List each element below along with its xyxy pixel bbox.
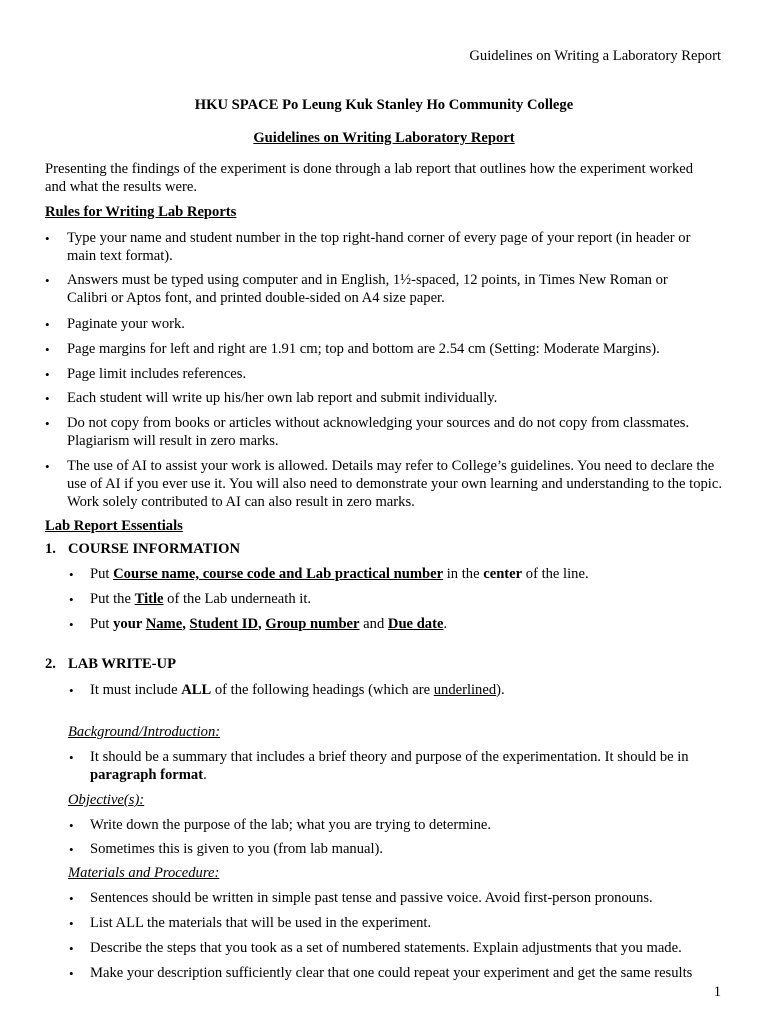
rules-item-2-line-2: Calibri or Aptos font, and printed double-sided on A4 size paper. [67,290,445,306]
section-number-2: 2. [45,656,56,672]
materials-heading: Materials and Procedure: [68,865,220,881]
bullet-icon: • [45,317,50,332]
bullet-icon: • [45,391,50,406]
bullet-icon: • [69,683,74,698]
bullet-icon: • [69,916,74,931]
bullet-icon: • [69,966,74,981]
rules-item-1-line-1: Type your name and student number in the top right-hand corner of every page of your report (in header or [67,230,691,246]
running-header: Guidelines on Writing a Laboratory Report [469,48,721,64]
writeup-heading: LAB WRITE-UP [68,656,176,672]
essentials-heading: Lab Report Essentials [45,518,183,534]
rules-item-8-line-1: The use of AI to assist your work is allowed. Details may refer to College’s guidelines. You need to declare the [67,458,715,474]
rules-item-2-line-1: Answers must be typed using computer and in English, 1½-spaced, 12 points, in Times New Roman or [67,272,668,288]
rules-item-7-line-1: Do not copy from books or articles without acknowledging your sources and do not copy from classmates. [67,415,690,431]
rules-item-5-line-1: Page limit includes references. [67,366,247,382]
rules-item-8-line-2: use of AI if you ever use it. You will also need to demonstrate your own learning and understanding to the topic. [67,476,722,492]
college-name: HKU SPACE Po Leung Kuk Stanley Ho Community College [194,97,574,113]
rules-item-1-line-2: main text format). [67,248,173,264]
course-info-item-1: Put Course name, course code and Lab practical number in the center of the line. [90,566,589,582]
intro-line-1: Presenting the findings of the experiment is done through a lab report that outlines how the experiment worked [45,161,694,177]
objective-heading: Objective(s): [68,792,145,808]
bullet-icon: • [45,416,50,431]
materials-item-4: Make your description sufficiently clear that one could repeat your experiment and get the same results [90,965,693,981]
bullet-icon: • [45,273,50,288]
bullet-icon: • [69,941,74,956]
intro-line-2: and what the results were. [45,179,197,195]
course-info-item-3: Put your Name, Student ID, Group number and Due date. [90,616,448,632]
bullet-icon: • [45,342,50,357]
document-title: Guidelines on Writing Laboratory Report [253,130,515,146]
rules-item-4-line-1: Page margins for left and right are 1.91 cm; top and bottom are 2.54 cm (Setting: Moderate Margins). [67,341,660,357]
background-heading: Background/Introduction: [68,724,221,740]
bullet-icon: • [45,367,50,382]
bullet-icon: • [69,592,74,607]
materials-item-3: Describe the steps that you took as a set of numbered statements. Explain adjustments that you made. [90,940,682,956]
bullet-icon: • [69,567,74,582]
bullet-icon: • [45,231,50,246]
bullet-icon: • [69,842,74,857]
course-info-item-2: Put the Title of the Lab underneath it. [90,591,312,607]
section-number-1: 1. [45,541,56,557]
writeup-item-1: It must include ALL of the following headings (which are underlined). [90,682,505,698]
materials-item-1: Sentences should be written in simple past tense and passive voice. Avoid first-person pronouns. [90,890,653,906]
rules-item-8-line-3: Work solely contributed to AI can also result in zero marks. [67,494,415,510]
bullet-icon: • [69,891,74,906]
rules-item-6-line-1: Each student will write up his/her own lab report and submit individually. [67,390,498,406]
page-number: 1 [713,984,721,1000]
bullet-icon: • [69,818,74,833]
bullet-icon: • [69,617,74,632]
objective-item-1: Write down the purpose of the lab; what you are trying to determine. [90,817,492,833]
objective-item-2: Sometimes this is given to you (from lab manual). [90,841,384,857]
rules-item-7-line-2: Plagiarism will result in zero marks. [67,433,279,449]
background-line-1: It should be a summary that includes a brief theory and purpose of the experimentation. It should be in [90,749,689,765]
materials-item-2: List ALL the materials that will be used in the experiment. [90,915,432,931]
bullet-icon: • [45,459,50,474]
rules-item-3-line-1: Paginate your work. [67,316,185,332]
rules-heading: Rules for Writing Lab Reports [45,204,237,220]
background-line-2: paragraph format. [90,767,207,783]
bullet-icon: • [69,750,74,765]
course-info-heading: COURSE INFORMATION [68,541,241,557]
